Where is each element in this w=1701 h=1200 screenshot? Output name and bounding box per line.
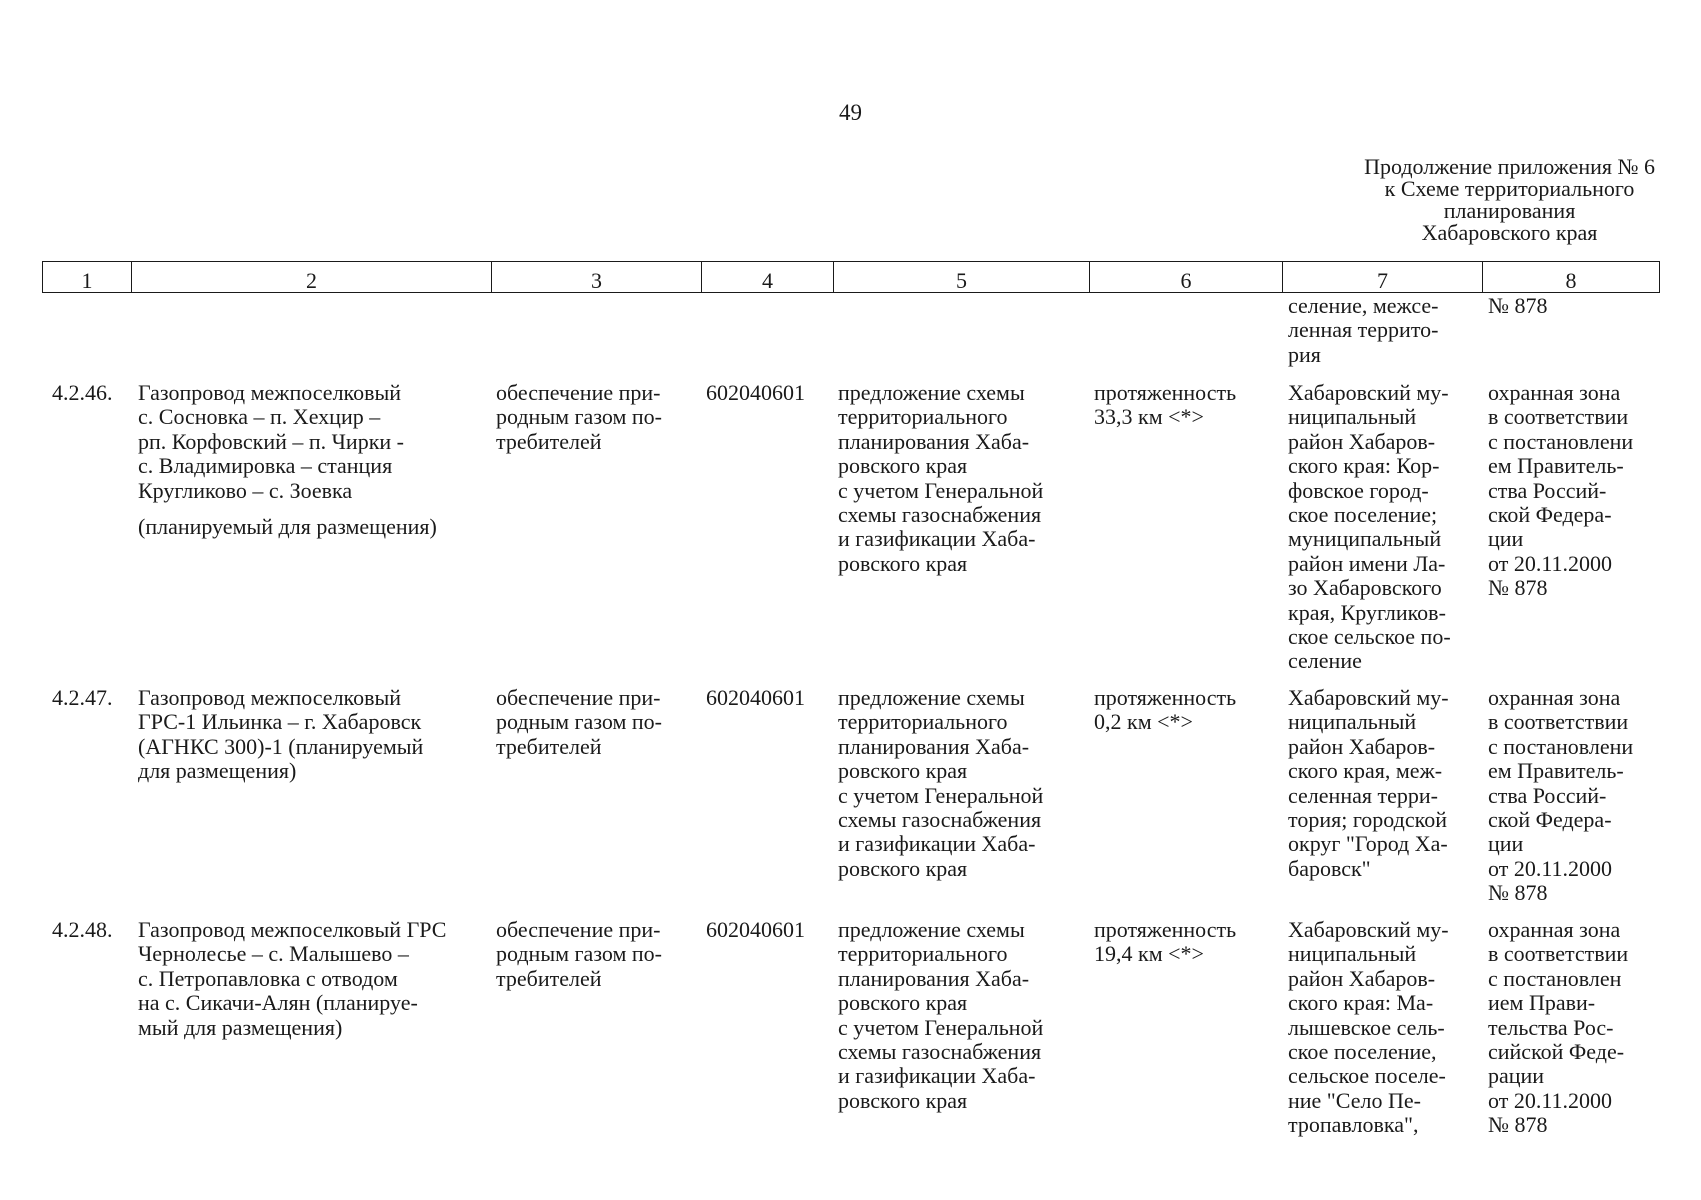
column-number-header [42,261,1660,293]
continuation-location: селение, межсе- ленная террито- рия [1288,293,1439,367]
column-number: 7 [1283,262,1483,293]
row-number: 4.2.46. [52,380,113,405]
object-purpose: обеспечение при- родным газом по- требителей [496,917,662,991]
object-characteristics: протяженность 0,2 км <*> [1094,685,1237,735]
column-number: 3 [492,262,702,293]
object-zone: охранная зона в соответствии с постановлени ем Правитель- ства Россий- ской Федера- ции от 20.11.2000 № 878 [1488,685,1634,906]
object-zone: охранная зона в соответствии с постановлени ем Правитель- ства Россий- ской Федера- ции от 20.11.2000 № 878 [1488,380,1634,601]
row-number: 4.2.47. [52,685,113,710]
object-name: Газопровод межпоселковый ГРС-1 Ильинка – г. Хабаровск (АГНКС 300)-1 (планируемый для размещения) [138,685,424,784]
object-basis: предложение схемы территориального планирования Хаба- ровского края с учетом Генеральной схемы газоснабжения и газификации Хаба- ровского края [838,380,1044,576]
object-basis: предложение схемы территориального планирования Хаба- ровского края с учетом Генеральной схемы газоснабжения и газификации Хаба- ровского края [838,685,1044,881]
appendix-note-line: к Схеме территориального [1384,176,1635,201]
object-location: Хабаровский му- ниципальный район Хабаров- ского края: Кор- фовское город- ское поселение; муниципальный район имени Ла- зо Хабаровского края, Кругликов- ское сельское по- селение [1288,380,1451,674]
page-number: 49 [839,100,862,125]
column-number: 6 [1090,262,1283,293]
appendix-note-line: Хабаровского края [1421,220,1598,245]
object-zone: охранная зона в соответствии с постановлен ием Прави- тельства Рос- сийской Феде- рации от 20.11.2000 № 878 [1488,917,1629,1138]
object-status: (планируемый для размещения) [138,514,437,539]
column-number: 8 [1483,262,1660,293]
object-purpose: обеспечение при- родным газом по- требителей [496,685,662,759]
column-number: 1 [43,262,132,293]
object-name: Газопровод межпоселковый с. Сосновка – п. Хехцир – рп. Корфовский – п. Чирки - с. Владимировка – станция Кругликово – с. Зоевка [138,380,404,503]
appendix-note-line: Продолжение приложения № 6 [1364,154,1655,179]
continuation-zone: № 878 [1488,293,1548,318]
object-code: 602040601 [706,685,805,710]
object-location: Хабаровский му- ниципальный район Хабаров- ского края: Ма- лышевское сель- ское поселение, сельское поселе- ние "Село Пе- тропавловка", [1288,917,1449,1138]
column-number: 2 [132,262,492,293]
object-basis: предложение схемы территориального планирования Хаба- ровского края с учетом Генеральной схемы газоснабжения и газификации Хаба- ровского края [838,917,1044,1113]
object-code: 602040601 [706,917,805,942]
column-number: 4 [702,262,834,293]
object-characteristics: протяженность 19,4 км <*> [1094,917,1237,967]
object-code: 602040601 [706,380,805,405]
object-characteristics: протяженность 33,3 км <*> [1094,380,1237,430]
appendix-note-line: планирования [1443,198,1576,223]
object-location: Хабаровский му- ниципальный район Хабаров- ского края, меж- селенная терри- тория; городской округ "Город Ха- баровск" [1288,685,1449,881]
column-number: 5 [834,262,1090,293]
object-purpose: обеспечение при- родным газом по- требителей [496,380,662,454]
row-number: 4.2.48. [52,917,113,942]
object-name: Газопровод межпоселковый ГРС Чернолесье – с. Малышево – с. Петропавловка с отводом на с. Сикачи-Алян (планируе- мый для размещения) [138,917,447,1040]
appendix-note [1364,156,1655,244]
